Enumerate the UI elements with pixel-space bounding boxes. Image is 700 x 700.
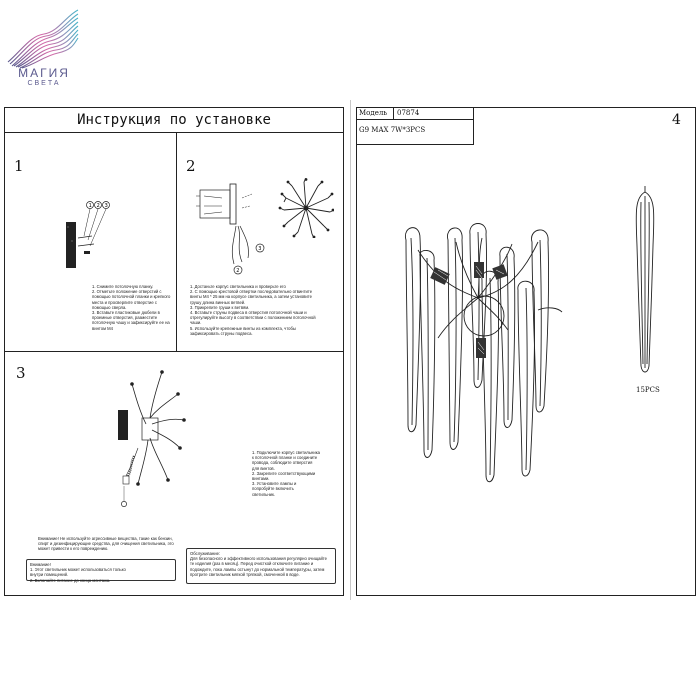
step-3-number: 3	[16, 364, 26, 382]
maintenance-title: Обслуживание:	[190, 551, 221, 556]
step-1-text: 1. Снимите потолочную планку. 2. Отметьте положение отверстий с помощью потолочной планки и крепкого места и просверлите отверстие с помощью сверла. 3. Вставьте пластиковые дюбели в проемные отверстия, разместите потолочную чашу и зафиксируйте ее на винтом M4	[92, 284, 171, 331]
maintenance-box	[186, 548, 336, 584]
lamp-spec: G9 MAX 7W*3PCS	[356, 120, 474, 145]
fixture-drawing	[398, 220, 568, 485]
svg-text:3: 3	[258, 246, 262, 252]
row-divider	[4, 351, 344, 352]
step-1-number: 1	[14, 157, 24, 175]
step-2-number: 2	[186, 157, 196, 175]
maintenance-text: Для безопасного и эффективного использования регулярно очищайте те изделия (раз в месяц). Перед очисткой отключите питание и подождите, пока лампы остынут до нормальной температуры, затем протрите светильник мягкой тряпкой, смоченной в воде.	[190, 556, 328, 577]
brand-subtitle: СВЕТА	[27, 80, 61, 87]
droplet-part-drawing	[630, 186, 660, 376]
model-label: Модель	[356, 107, 394, 120]
step-3-diagram	[112, 364, 192, 512]
logo-waves-icon	[4, 6, 82, 72]
notice-box: Внимание! 1. Этот светильник может использоваться только внутри помещений. 2. Включайте питание до конца монтажа.	[26, 559, 176, 581]
step-2-text: 1. Достаньте корпус светильника и проверьте его 2. С помощью крестовой отвертки последовательно отвинтите винты M4 * 25 мм на корпусе светильника, а затем установите грушу длина винных ветвей. 3. Прикрепите груши к ветвям. 4. Вставьте струны подвеса в отверстия потолочной чаши и отрегулируйте высоту в соответствии с положением потолочной чаши. 5. Используйте крепежные винты из комплекта, чтобы зафиксировать струны подвеса.	[190, 284, 316, 336]
page-divider	[350, 100, 351, 600]
svg-text:1: 1	[88, 203, 92, 209]
sheet-title: Инструкция по установке	[77, 112, 271, 128]
svg-text:2: 2	[236, 268, 240, 274]
step-1-diagram	[62, 196, 122, 276]
model-value: 07874	[394, 107, 474, 120]
step-3-text: 1. Подключите корпус светильника к потолочной планке и соедините провода, соблюдите отверстия для винтов. 2. Закрепите соответствующими винтами. 3. Установите лампы и попробуйте включить светильник.	[252, 450, 320, 497]
notice-title: Внимание!	[30, 562, 51, 567]
cleaning-warning: Внимание! Не используйте агрессивные вещества, такие как бензин, спирт и дезинфицирующие средства, для очищения светильника, это может привести к его повреждению.	[38, 536, 174, 552]
column-divider	[176, 132, 177, 351]
svg-text:2: 2	[96, 203, 100, 209]
title-divider	[4, 132, 344, 133]
spec-table	[356, 107, 474, 145]
step-2-cluster-view	[278, 178, 334, 238]
page-number: 4	[672, 112, 681, 128]
step-2-diagram	[190, 176, 270, 276]
part-quantity: 15PCS	[636, 386, 660, 394]
brand-name: МАГИЯ	[18, 66, 70, 80]
svg-text:3: 3	[104, 203, 108, 209]
